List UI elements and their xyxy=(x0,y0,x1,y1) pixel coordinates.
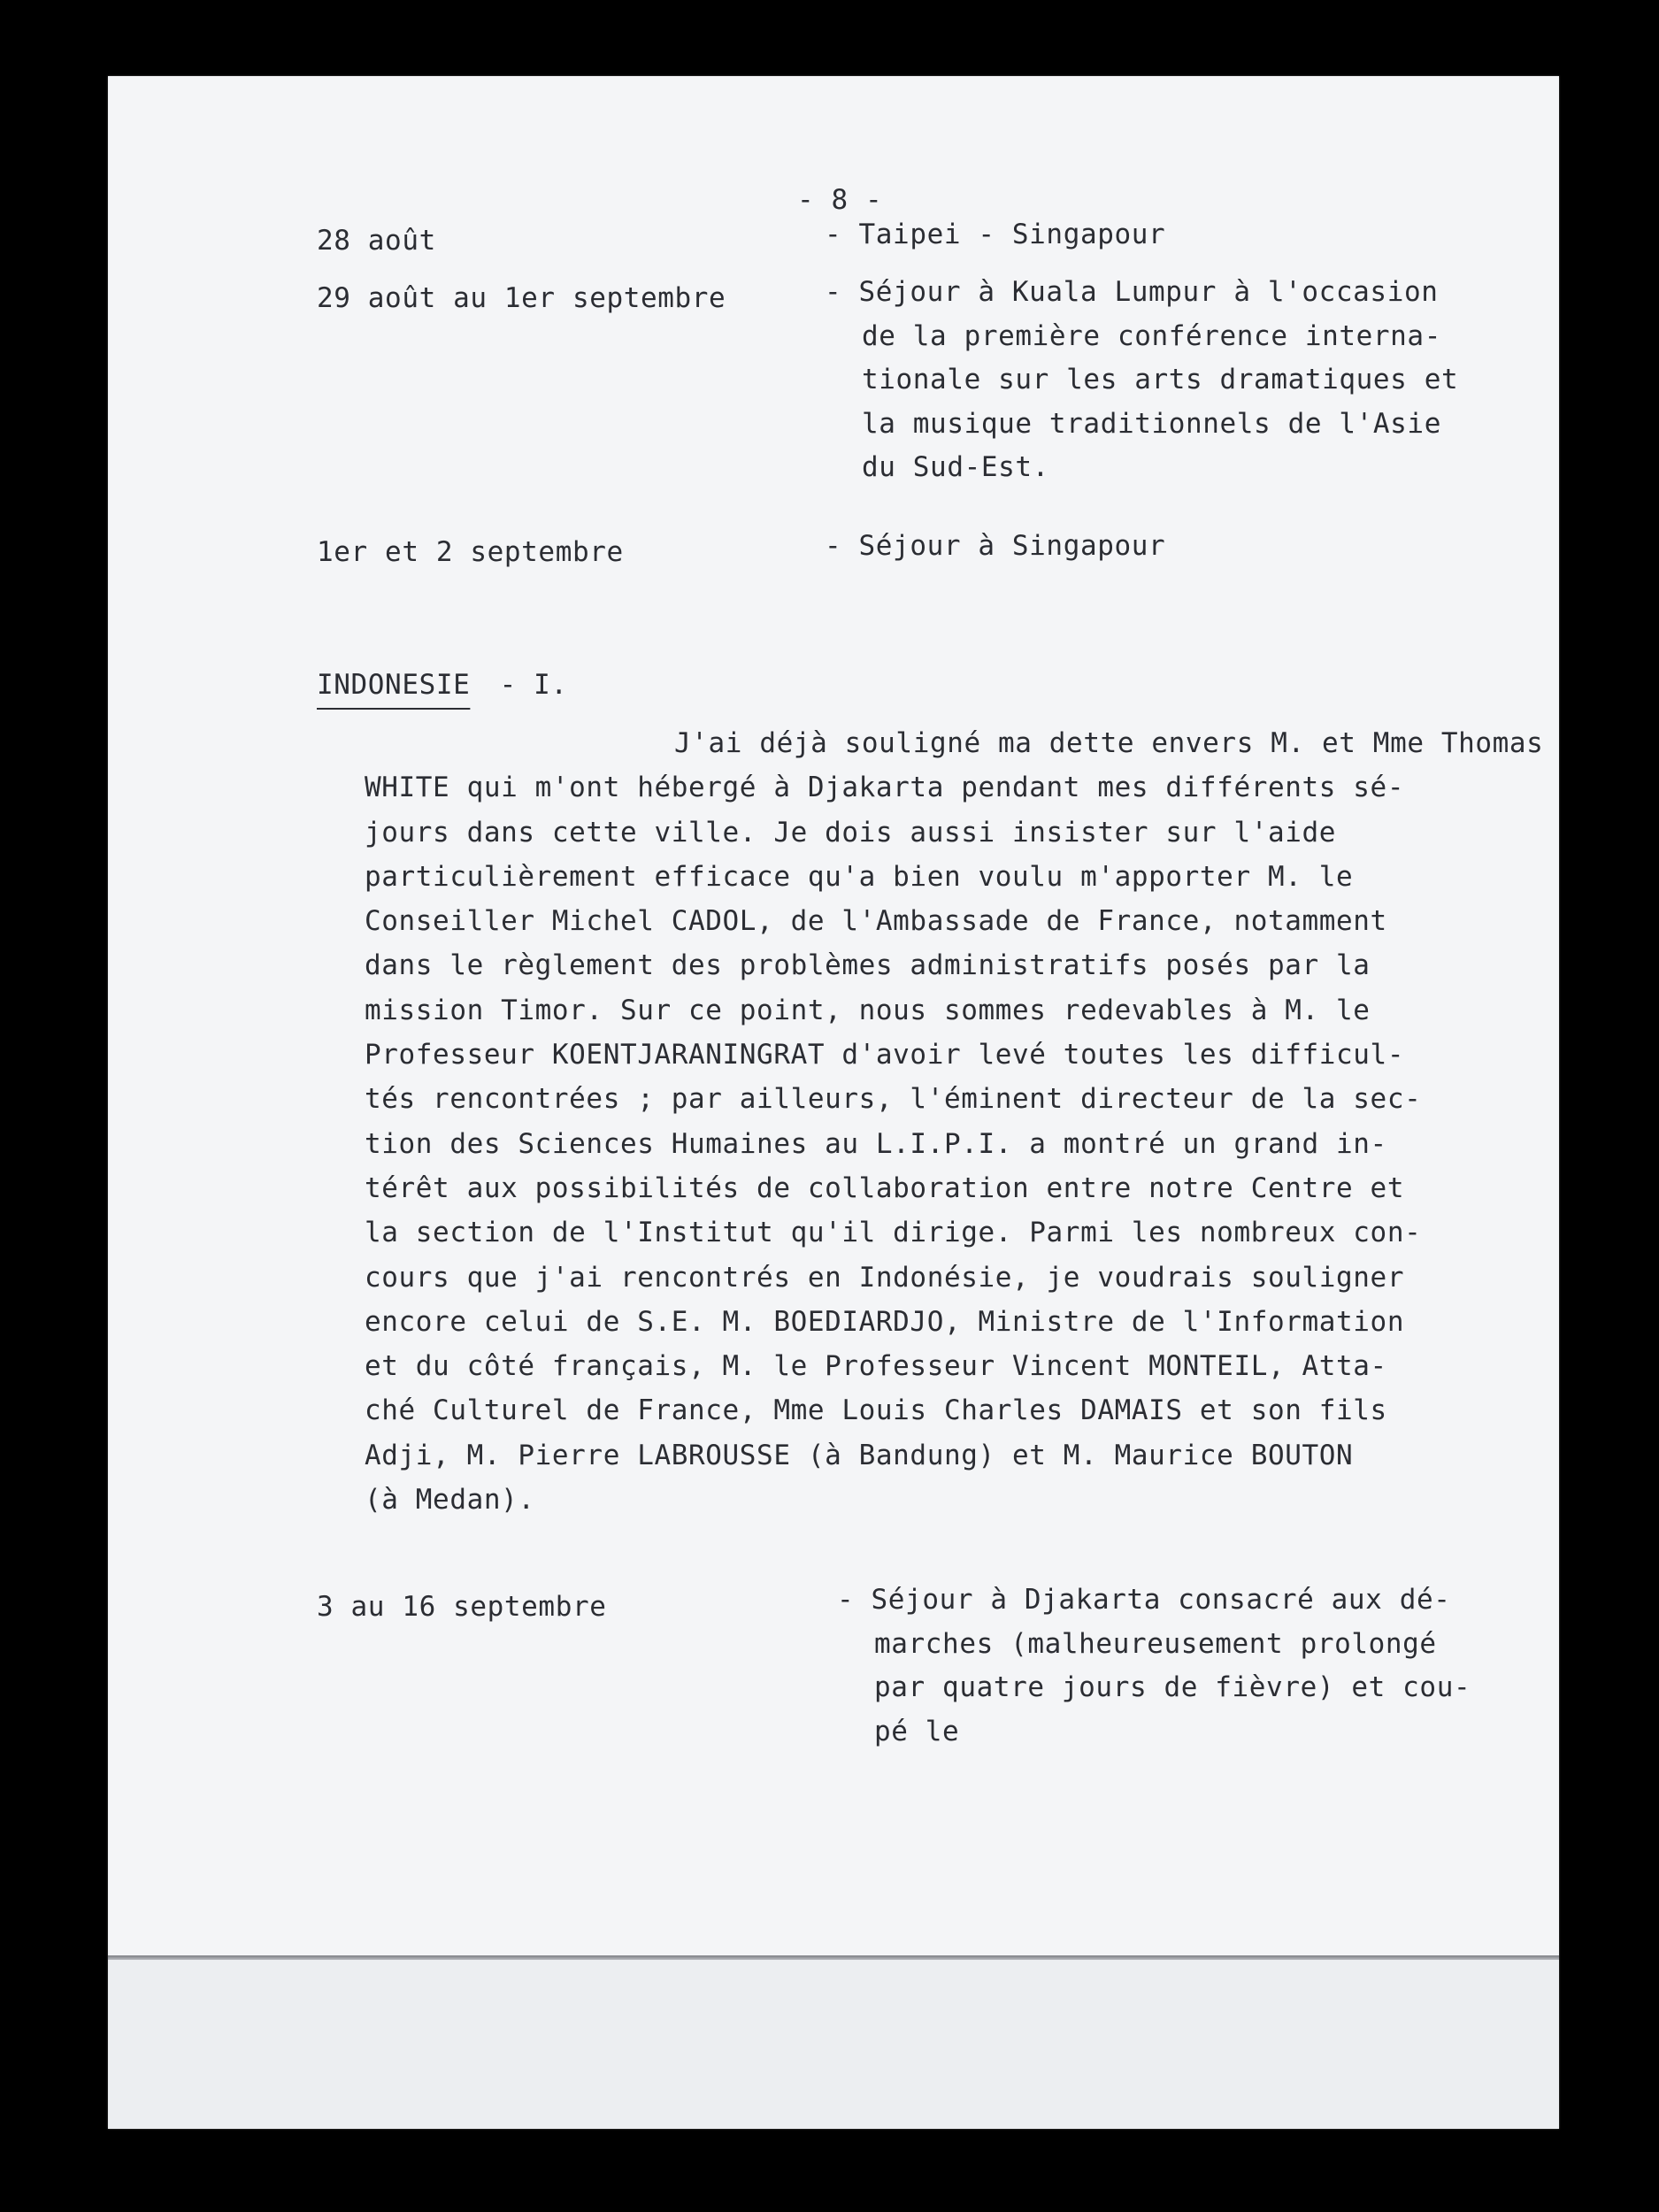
paragraph-line: mission Timor. Sur ce point, nous sommes redevables à M. le xyxy=(365,994,1371,1026)
paragraph-line: tion des Sciences Humaines au L.I.P.I. a montré un grand in- xyxy=(365,1127,1387,1160)
description-line: par quatre jours de fièvre) et cou- xyxy=(874,1671,1471,1703)
paragraph-line: dans le règlement des problèmes administratifs posés par la xyxy=(365,949,1371,982)
paragraph-line: cours que j'ai rencontrés en Indonésie, je voudrais souligner xyxy=(365,1261,1405,1294)
paragraph-line: térêt aux possibilités de collaboration entre notre Centre et xyxy=(365,1171,1405,1204)
itinerary-description xyxy=(837,1578,1471,1754)
paragraph-line: et du côté français, M. le Professeur Vincent MONTEIL, Atta- xyxy=(365,1350,1387,1383)
section-heading: INDONESIE xyxy=(317,669,471,701)
itinerary-description xyxy=(825,213,1165,257)
itinerary-description xyxy=(825,271,1458,490)
paragraph-line: WHITE qui m'ont hébergé à Djakarta pendant mes différents sé- xyxy=(365,772,1405,804)
page-number: - 8 - xyxy=(797,184,883,216)
description-line: marches (malheureusement prolongé xyxy=(874,1627,1437,1660)
paragraph-line: la section de l'Institut qu'il dirige. Parmi les nombreux con- xyxy=(365,1217,1422,1249)
paragraph-line: Conseiller Michel CADOL, de l'Ambassade de France, notamment xyxy=(365,905,1387,938)
section-heading-row xyxy=(317,669,568,701)
section-heading-suffix: - I. xyxy=(499,669,568,701)
paragraph-line: J'ai déjà souligné ma dette envers M. et Mme Thomas xyxy=(674,727,1544,759)
description-line: la musique traditionnels de l'Asie xyxy=(862,407,1441,440)
description-line: - Séjour à Djakarta consacré aux dé- xyxy=(837,1584,1451,1616)
body-paragraph xyxy=(365,721,1543,1522)
paragraph-line: (à Medan). xyxy=(365,1484,535,1517)
paragraph-line: encore celui de S.E. M. BOEDIARDJO, Ministre de l'Information xyxy=(365,1305,1405,1338)
description-line: du Sud-Est. xyxy=(862,451,1049,483)
description-line: - Séjour à Kuala Lumpur à l'occasion xyxy=(825,276,1439,308)
paragraph-line: ché Culturel de France, Mme Louis Charles DAMAIS et son fils xyxy=(365,1394,1387,1427)
paragraph-line: tés rencontrées ; par ailleurs, l'éminent directeur de la sec- xyxy=(365,1083,1422,1116)
itinerary-date: 1er et 2 septembre xyxy=(317,536,624,568)
description-line: de la première conférence interna- xyxy=(862,319,1441,352)
description-line: pé le xyxy=(874,1715,960,1747)
page-lower-flap xyxy=(108,1960,1559,2129)
itinerary-description xyxy=(825,525,1165,569)
paragraph-line: particulièrement efficace qu'a bien voulu m'apporter M. le xyxy=(365,860,1354,893)
document-page xyxy=(108,76,1559,2129)
paragraph-line: Professeur KOENTJARANINGRAT d'avoir levé toutes les difficul- xyxy=(365,1039,1405,1071)
paragraph-line: jours dans cette ville. Je dois aussi insister sur l'aide xyxy=(365,816,1337,849)
itinerary-date: 29 août au 1er septembre xyxy=(317,282,726,314)
itinerary-date: 3 au 16 septembre xyxy=(317,1591,607,1623)
description-line: - Taipei - Singapour xyxy=(825,219,1166,250)
description-line: tionale sur les arts dramatiques et xyxy=(862,364,1459,396)
paragraph-line: Adji, M. Pierre LABROUSSE (à Bandung) et M. Maurice BOUTON xyxy=(365,1439,1354,1471)
description-line: - Séjour à Singapour xyxy=(825,530,1166,562)
itinerary-date: 28 août xyxy=(317,225,436,257)
